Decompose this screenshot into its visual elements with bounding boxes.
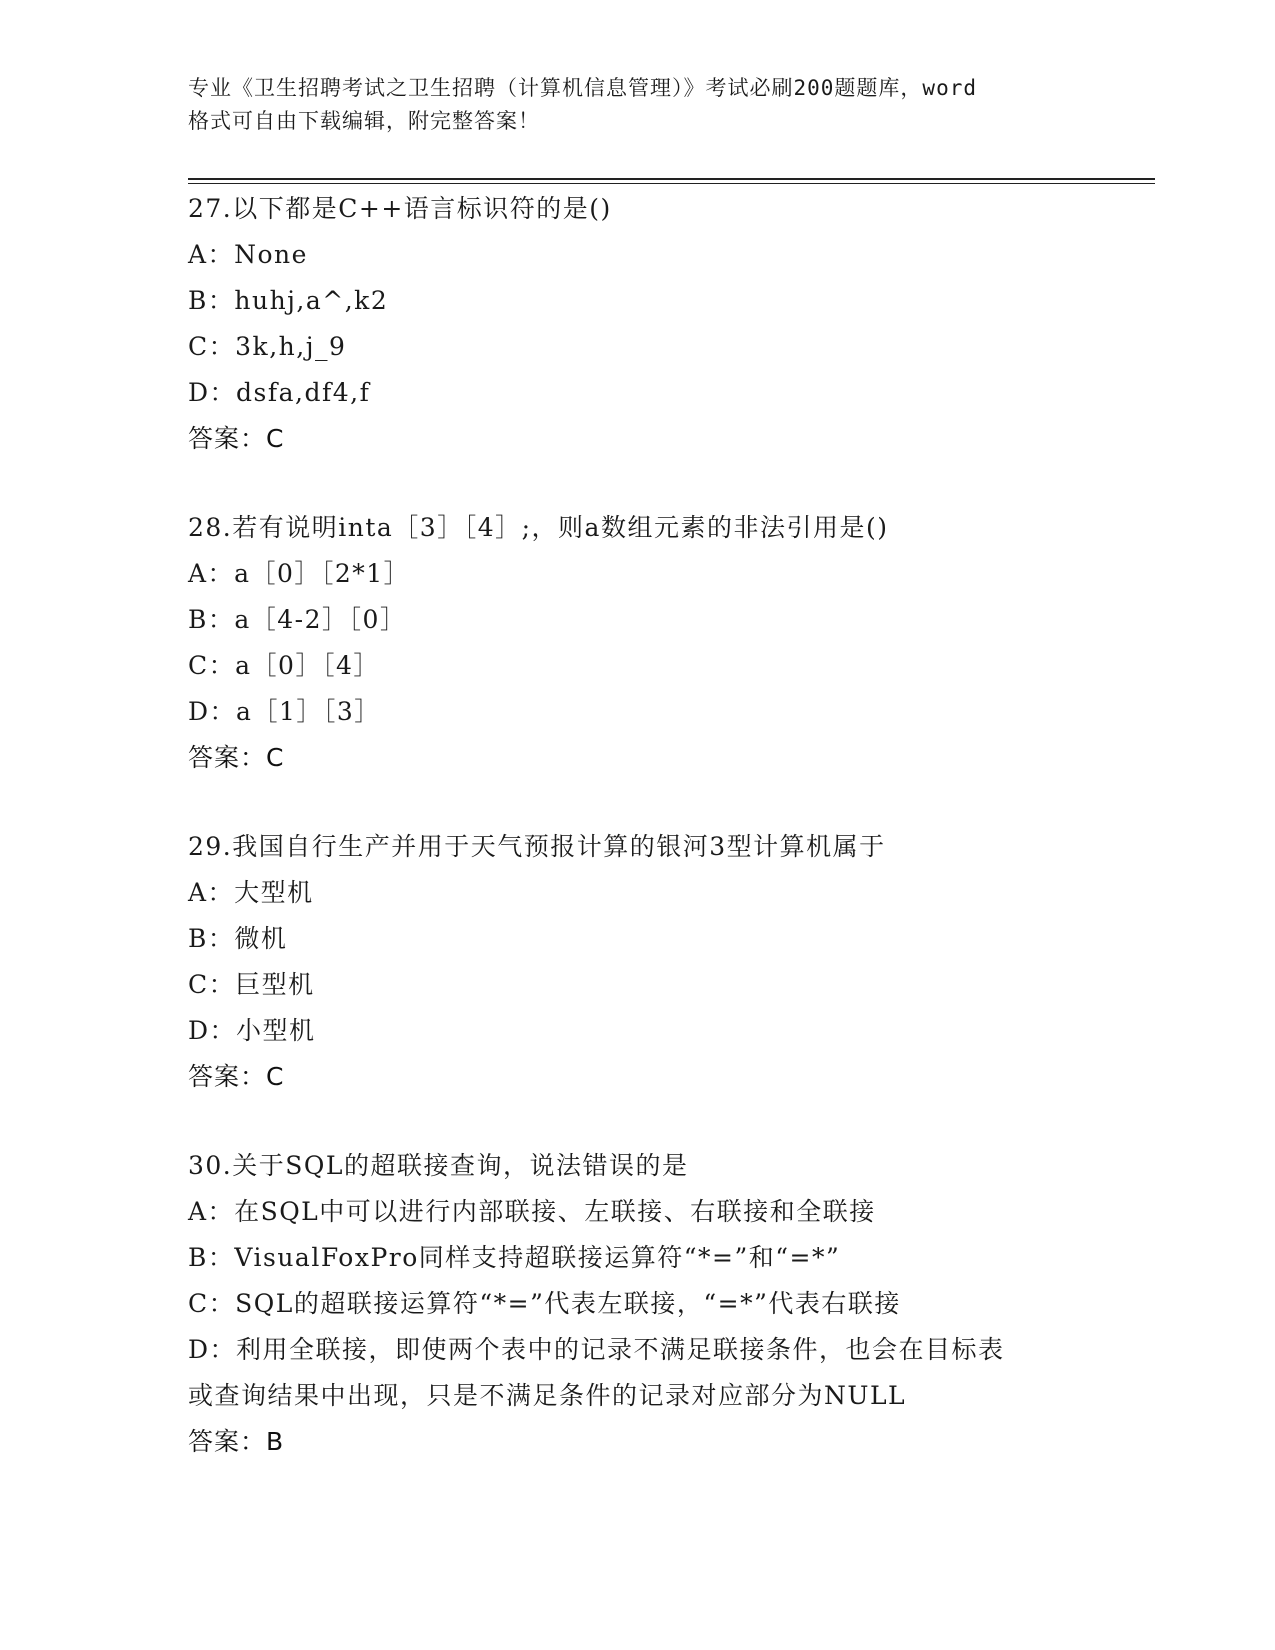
option-text: dsfa,df4,f: [236, 378, 371, 407]
header-divider-thin: [188, 183, 1155, 184]
question-30: [188, 1143, 1148, 1465]
option-text: 3k,h,j_9: [235, 332, 347, 361]
option-key: B：: [188, 286, 235, 315]
option-key: C：: [188, 651, 236, 680]
option-key: D：: [188, 1335, 237, 1364]
option-key: C：: [188, 332, 236, 361]
option-key: C：: [188, 1289, 236, 1318]
option-key: A：: [188, 878, 235, 907]
question-list: [188, 186, 1148, 1508]
option-a: [188, 870, 1148, 916]
option-key: B：: [188, 924, 235, 953]
option-b: [188, 916, 1148, 962]
option-text: 巨型机: [235, 970, 315, 999]
question-stem: 30.关于SQL的超联接查询，说法错误的是: [188, 1151, 689, 1180]
header-line-1: 专业《卫生招聘考试之卫生招聘（计算机信息管理）》考试必刷200题题库，word: [188, 76, 977, 100]
option-d: [188, 1327, 1148, 1373]
option-c: [188, 962, 1148, 1008]
option-d: [188, 1008, 1148, 1054]
option-text: 微机: [234, 924, 288, 953]
option-key: A：: [188, 240, 235, 269]
option-key: D：: [188, 1016, 237, 1045]
question-28: [188, 505, 1148, 781]
header-divider-thick: [188, 178, 1155, 180]
option-b: [188, 1235, 1148, 1281]
option-d-continuation: 或查询结果中出现，只是不满足条件的记录对应部分为NULL: [188, 1381, 907, 1410]
header-line-2: 格式可自由下载编辑，附完整答案！: [188, 109, 540, 133]
option-b: [188, 597, 1148, 643]
option-d: [188, 689, 1148, 735]
answer-line: 答案：C: [188, 1062, 285, 1091]
option-b: [188, 278, 1148, 324]
option-text: 大型机: [234, 878, 314, 907]
option-key: A：: [188, 559, 235, 588]
question-stem: 27.以下都是C++语言标识符的是(): [188, 194, 612, 223]
option-key: B：: [188, 605, 235, 634]
option-key: D：: [188, 697, 237, 726]
option-key: B：: [188, 1243, 235, 1272]
question-stem: 29.我国自行生产并用于天气预报计算的银河3型计算机属于: [188, 832, 886, 861]
option-key: D：: [188, 378, 237, 407]
option-c: [188, 643, 1148, 689]
question-27: [188, 186, 1148, 462]
option-c: [188, 1281, 1148, 1327]
option-text: huhj,a^,k2: [234, 286, 389, 315]
option-text: 在SQL中可以进行内部联接、左联接、右联接和全联接: [234, 1197, 876, 1226]
answer-line: 答案：C: [188, 743, 285, 772]
option-text: 利用全联接，即使两个表中的记录不满足联接条件，也会在目标表: [236, 1335, 1005, 1364]
document-header: [188, 72, 1088, 138]
option-text: a［0］［2*1］: [234, 559, 411, 588]
option-text: a［1］［3］: [236, 697, 381, 726]
option-key: A：: [188, 1197, 235, 1226]
answer-line: 答案：C: [188, 424, 285, 453]
option-text: SQL的超联接运算符“*=”代表左联接，“=*”代表右联接: [235, 1289, 901, 1318]
option-text: VisualFoxPro同样支持超联接运算符“*=”和“=*”: [234, 1243, 841, 1272]
option-a: [188, 232, 1148, 278]
option-text: a［0］［4］: [235, 651, 380, 680]
question-29: [188, 824, 1148, 1100]
answer-line: 答案：B: [188, 1427, 285, 1456]
option-text: 小型机: [236, 1016, 316, 1045]
option-c: [188, 324, 1148, 370]
option-d: [188, 370, 1148, 416]
option-a: [188, 1189, 1148, 1235]
option-a: [188, 551, 1148, 597]
option-text: None: [234, 240, 308, 269]
option-text: a［4-2］［0］: [234, 605, 407, 634]
option-key: C：: [188, 970, 236, 999]
question-stem: 28.若有说明inta［3］［4］;，则a数组元素的非法引用是(): [188, 513, 889, 542]
